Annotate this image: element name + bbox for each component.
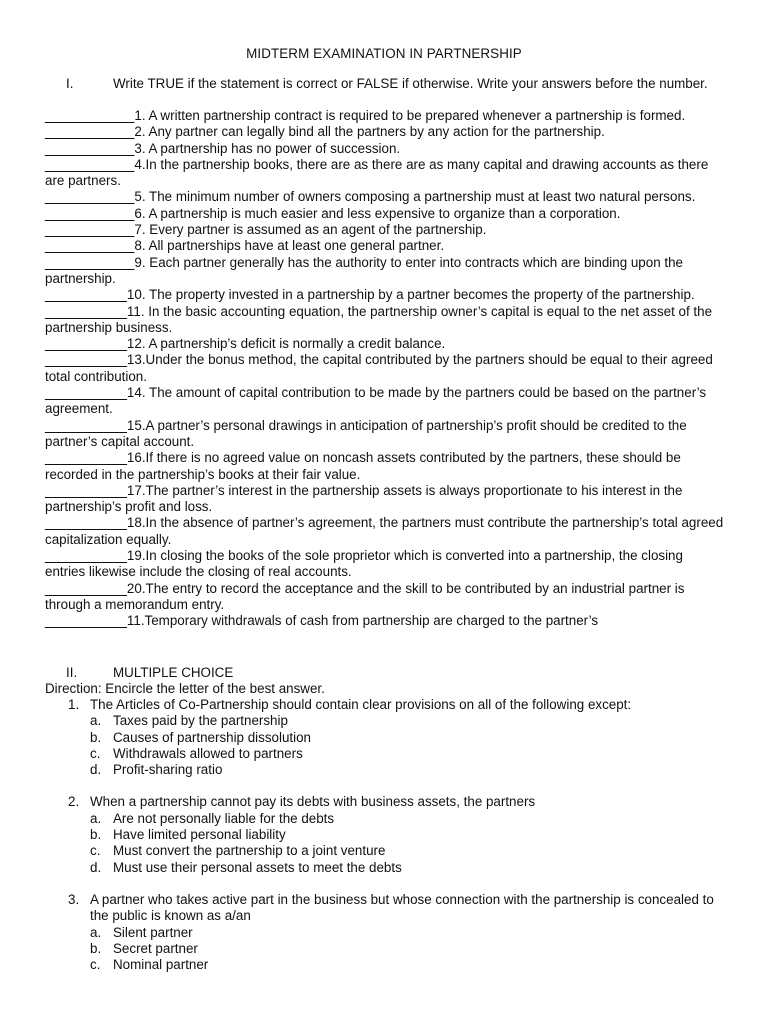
- option-letter: a.: [90, 713, 102, 729]
- tf-statement: 10. The property invested in a partnership by a partner becomes the property of the partnership.: [126, 287, 695, 303]
- option-text: Profit-sharing ratio: [113, 762, 223, 778]
- tf-item: [45, 287, 725, 303]
- answer-option[interactable]: [90, 941, 735, 957]
- answer-blank[interactable]: ___________: [45, 336, 127, 352]
- answer-blank[interactable]: ___________: [45, 613, 127, 629]
- option-list: [90, 713, 735, 778]
- tf-item: [45, 483, 725, 516]
- option-letter: a.: [90, 810, 102, 826]
- section-1-number: I.: [66, 76, 74, 91]
- option-text: Must convert the partnership to a joint venture: [113, 843, 386, 859]
- tf-statement: 13.Under the bonus method, the capital contributed by the partners should be equal to their agreed total contribution.: [45, 352, 713, 384]
- option-text: Have limited personal liability: [113, 827, 286, 843]
- tf-item: [45, 548, 725, 581]
- option-text: Taxes paid by the partnership: [113, 713, 288, 729]
- tf-item: [45, 515, 725, 548]
- answer-blank[interactable]: ____________: [45, 205, 135, 221]
- question-number: 1.: [68, 697, 80, 712]
- answer-blank[interactable]: ___________: [45, 482, 127, 498]
- tf-statement: 7. Every partner is assumed as an agent of the partnership.: [134, 222, 487, 238]
- answer-blank[interactable]: ___________: [45, 385, 127, 401]
- answer-option[interactable]: [90, 746, 735, 762]
- answer-blank[interactable]: ___________: [45, 303, 127, 319]
- answer-blank[interactable]: ____________: [45, 140, 135, 156]
- answer-blank[interactable]: ___________: [45, 450, 127, 466]
- option-text: Must use their personal assets to meet the debts: [113, 859, 402, 875]
- answer-blank[interactable]: ____________: [45, 124, 135, 140]
- tf-item: [45, 255, 725, 288]
- answer-blank[interactable]: ____________: [45, 254, 135, 270]
- answer-blank[interactable]: ____________: [45, 156, 135, 172]
- option-letter: b.: [90, 827, 102, 843]
- tf-statement: 19.In closing the books of the sole proprietor which is converted into a partnership, the closing entries likewise include the closing of real accounts.: [45, 548, 683, 580]
- tf-statement: 20.The entry to record the acceptance and the skill to be contributed by an industrial partner is through a memorandum entry.: [45, 580, 685, 612]
- tf-statement: 3. A partnership has no power of succession.: [134, 140, 401, 156]
- tf-statement: 17.The partner’s interest in the partnership assets is always proportionate to his interest in the partnership’s profit and loss.: [45, 482, 683, 515]
- mc-question: [45, 697, 735, 778]
- option-list: [90, 925, 735, 974]
- section-2-number: II.: [66, 665, 78, 680]
- tf-item: [45, 124, 725, 140]
- question-number: 2.: [68, 794, 80, 810]
- tf-statement: 5. The minimum number of owners composing a partnership must at least two natural persons.: [134, 189, 696, 205]
- answer-blank[interactable]: ____________: [45, 238, 135, 254]
- tf-item: [45, 304, 725, 337]
- answer-option[interactable]: [90, 827, 735, 843]
- tf-statement: 2. Any partner can legally bind all the partners by any action for the partnership.: [134, 124, 605, 140]
- tf-item: [45, 581, 725, 614]
- answer-option[interactable]: [90, 730, 735, 746]
- option-letter: b.: [90, 940, 102, 956]
- true-false-list: [45, 108, 725, 630]
- tf-item: [45, 141, 725, 157]
- option-text: Are not personally liable for the debts: [113, 810, 335, 826]
- tf-item: [45, 189, 725, 205]
- tf-item: [45, 206, 725, 222]
- option-text: Withdrawals allowed to partners: [113, 745, 303, 761]
- tf-item: [45, 418, 725, 451]
- tf-item: [45, 450, 725, 483]
- tf-statement: 16.If there is no agreed value on noncash assets contributed by the partners, these should be recorded in the partnership’s books at their fair value.: [45, 450, 681, 482]
- option-text: Causes of partnership dissolution: [113, 729, 311, 745]
- answer-blank[interactable]: ____________: [45, 108, 135, 123]
- answer-blank[interactable]: ___________: [45, 287, 127, 303]
- option-letter: c.: [90, 745, 101, 761]
- tf-item: [45, 385, 725, 418]
- tf-statement: 4.In the partnership books, there are as there are as many capital and drawing accounts as there are partners.: [45, 156, 709, 189]
- answer-blank[interactable]: ___________: [45, 548, 127, 564]
- option-letter: c.: [90, 843, 101, 859]
- tf-item: [45, 613, 725, 629]
- multiple-choice-list: [45, 697, 735, 989]
- option-text: Silent partner: [113, 924, 193, 940]
- tf-statement: 11. In the basic accounting equation, the partnership owner’s capital is equal to the net asset of the partnership business.: [45, 303, 713, 335]
- answer-blank[interactable]: ___________: [45, 352, 127, 368]
- tf-statement: 14. The amount of capital contribution to be made by the partners could be based on the partner’s agreement.: [45, 385, 707, 417]
- question-text: A partner who takes active part in the business but whose connection with the partnership is concealed to the public is known as a/an: [90, 891, 714, 924]
- option-letter: d.: [90, 762, 102, 778]
- answer-option[interactable]: [90, 957, 735, 973]
- option-letter: c.: [90, 957, 101, 973]
- direction-text: Direction: Encircle the letter of the best answer.: [45, 681, 325, 696]
- answer-blank[interactable]: ___________: [45, 515, 127, 531]
- option-list: [90, 811, 735, 876]
- tf-statement: 1. A written partnership contract is required to be prepared whenever a partnership is formed.: [134, 108, 686, 123]
- tf-item: [45, 157, 725, 190]
- tf-item: [45, 352, 725, 385]
- answer-blank[interactable]: ___________: [45, 417, 127, 433]
- tf-statement: 12. A partnership’s deficit is normally a credit balance.: [126, 336, 446, 352]
- tf-statement: 9. Each partner generally has the authority to enter into contracts which are binding upon the partnership.: [45, 254, 683, 286]
- answer-blank[interactable]: ____________: [45, 222, 135, 238]
- tf-statement: 18.In the absence of partner’s agreement, the partners must contribute the partnership’s total agreed capitalization equally.: [45, 515, 724, 547]
- question-text: The Articles of Co-Partnership should contain clear provisions on all of the following except:: [90, 697, 632, 712]
- tf-item: [45, 336, 725, 352]
- option-text: Nominal partner: [113, 957, 209, 973]
- tf-statement: 11.Temporary withdrawals of cash from partnership are charged to the partner’s: [126, 613, 599, 629]
- answer-option[interactable]: [90, 843, 735, 859]
- section-2-heading: MULTIPLE CHOICE: [113, 665, 234, 680]
- mc-question: [45, 794, 735, 875]
- answer-option[interactable]: [90, 762, 735, 778]
- option-letter: b.: [90, 729, 102, 745]
- option-letter: a.: [90, 924, 102, 940]
- question-number: 3.: [68, 891, 80, 907]
- tf-statement: 15.A partner’s personal drawings in anticipation of partnership’s profit should be credited to the partner’s capital account.: [45, 417, 687, 449]
- answer-option[interactable]: [90, 860, 735, 876]
- option-text: Secret partner: [113, 940, 198, 956]
- tf-statement: 6. A partnership is much easier and less expensive to organize than a corporation.: [134, 205, 621, 221]
- answer-option[interactable]: [90, 713, 735, 729]
- answer-blank[interactable]: ___________: [45, 580, 127, 596]
- answer-option[interactable]: [90, 925, 735, 941]
- option-letter: d.: [90, 859, 102, 875]
- tf-item: [45, 238, 725, 254]
- tf-item: [45, 108, 725, 124]
- section-1-instructions: Write TRUE if the statement is correct or FALSE if otherwise. Write your answers before the number.: [113, 76, 708, 91]
- tf-statement: 8. All partnerships have at least one general partner.: [134, 238, 445, 254]
- mc-question: [45, 892, 735, 973]
- page-title: MIDTERM EXAMINATION IN PARTNERSHIP: [246, 46, 522, 61]
- question-text: When a partnership cannot pay its debts with business assets, the partners: [90, 794, 536, 810]
- answer-blank[interactable]: ____________: [45, 189, 135, 205]
- tf-item: [45, 222, 725, 238]
- answer-option[interactable]: [90, 811, 735, 827]
